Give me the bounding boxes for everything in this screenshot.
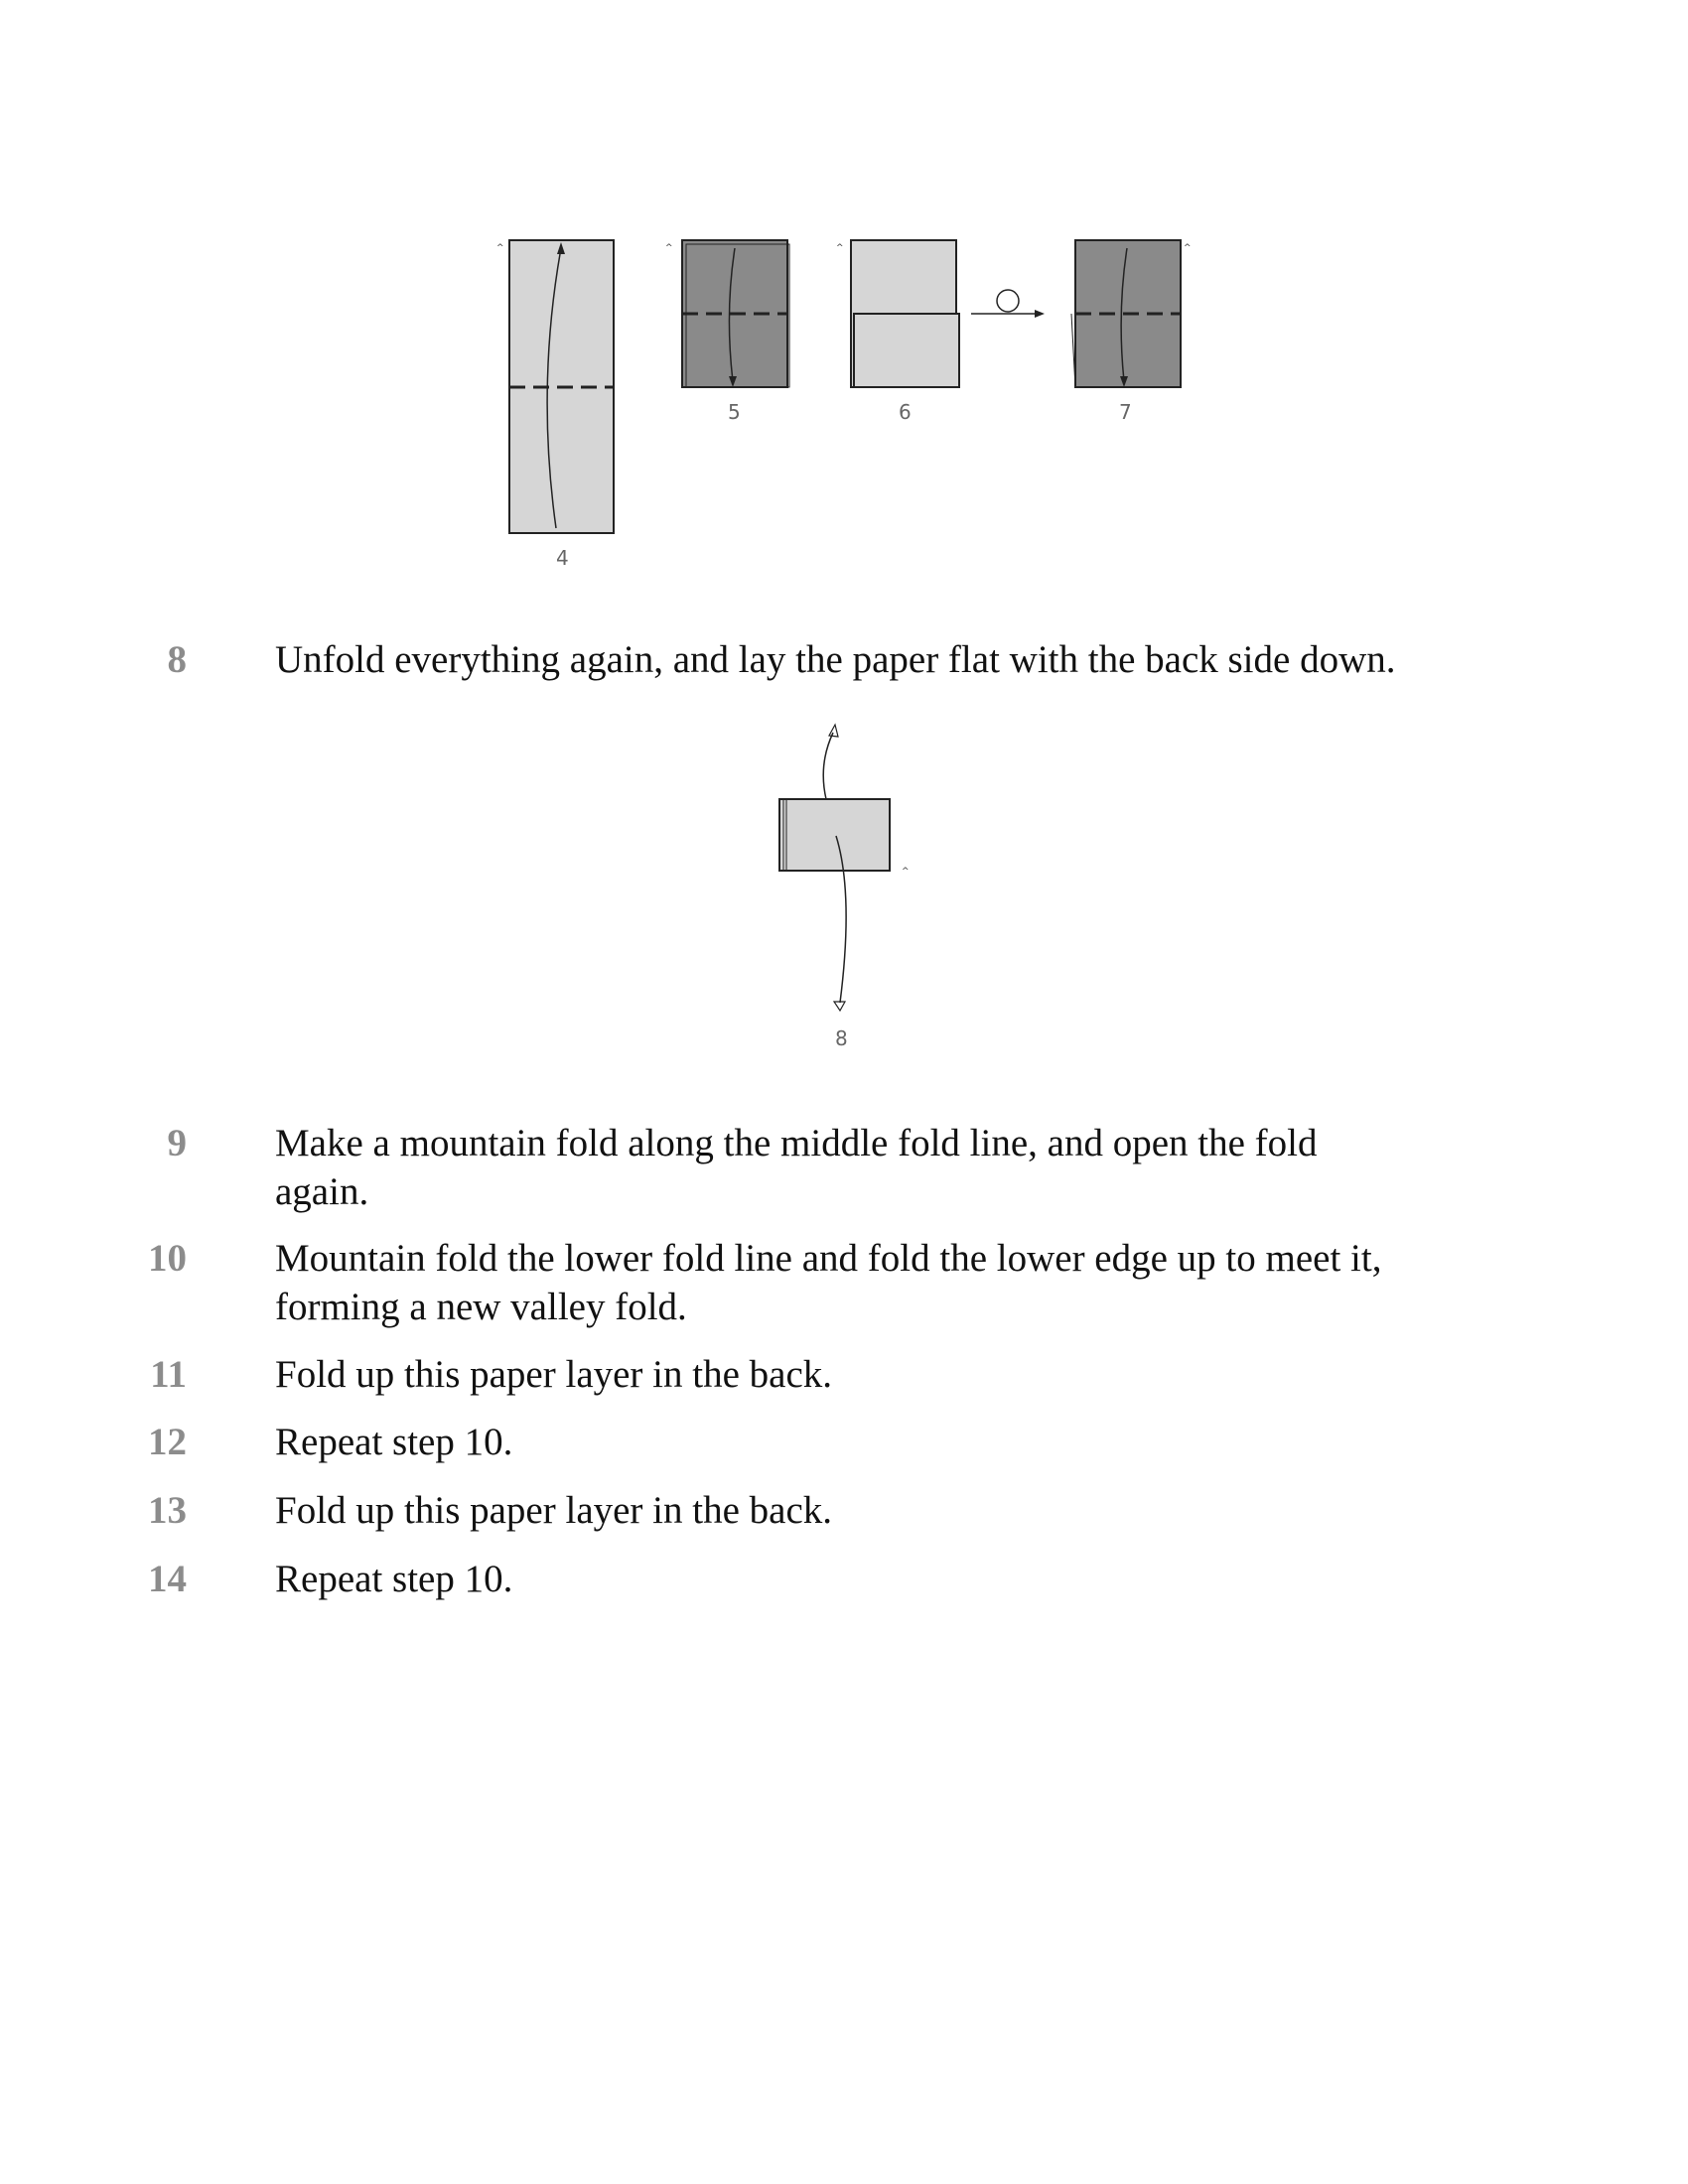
svg-text:^: ^ xyxy=(836,243,844,253)
figure-7 xyxy=(1071,240,1192,424)
figure-5 xyxy=(665,240,789,424)
svg-text:^: ^ xyxy=(902,867,910,877)
figure-4 xyxy=(496,240,614,570)
svg-text:^: ^ xyxy=(1184,243,1192,253)
step-text: Unfold everything again, and lay the paper flat with the back side down. xyxy=(275,638,1396,681)
step-14 xyxy=(148,1555,1489,1603)
step-13 xyxy=(148,1486,1489,1535)
step-number: 9 xyxy=(167,1122,187,1164)
figure-8-label: 8 xyxy=(835,1026,848,1050)
step-number: 13 xyxy=(148,1489,187,1532)
svg-text:^: ^ xyxy=(665,243,673,253)
step-8 xyxy=(167,635,1489,684)
step-12 xyxy=(148,1418,1489,1466)
step-9 xyxy=(167,1119,1489,1216)
step-number: 10 xyxy=(148,1237,187,1280)
step-text: Repeat step 10. xyxy=(275,1421,513,1463)
step-text: Repeat step 10. xyxy=(275,1558,513,1600)
fold-diagrams-4-to-7 xyxy=(477,218,1231,576)
step-number: 11 xyxy=(150,1353,187,1396)
step-text: Fold up this paper layer in the back. xyxy=(275,1489,833,1532)
step-text: Fold up this paper layer in the back. xyxy=(275,1353,833,1396)
step-number: 12 xyxy=(148,1421,187,1463)
figure-7-label: 7 xyxy=(1119,400,1132,424)
step-text: Make a mountain fold along the middle fold line, and open the fold again. xyxy=(275,1122,1318,1213)
step-number: 14 xyxy=(148,1558,187,1600)
figure-5-label: 5 xyxy=(728,400,741,424)
figure-8 xyxy=(779,725,910,1050)
figure-6 xyxy=(836,240,959,424)
figure-6-label: 6 xyxy=(899,400,912,424)
step-number: 8 xyxy=(167,638,187,681)
step-text: Mountain fold the lower fold line and fold the lower edge up to meet it, forming a new valley fold. xyxy=(275,1237,1382,1328)
step-10 xyxy=(148,1234,1489,1331)
svg-text:^: ^ xyxy=(496,243,504,253)
figure-4-label: 4 xyxy=(556,546,569,570)
step-11 xyxy=(150,1350,1489,1399)
fold-diagram-8 xyxy=(755,715,933,1052)
turn-over-arrow-icon xyxy=(971,290,1045,318)
